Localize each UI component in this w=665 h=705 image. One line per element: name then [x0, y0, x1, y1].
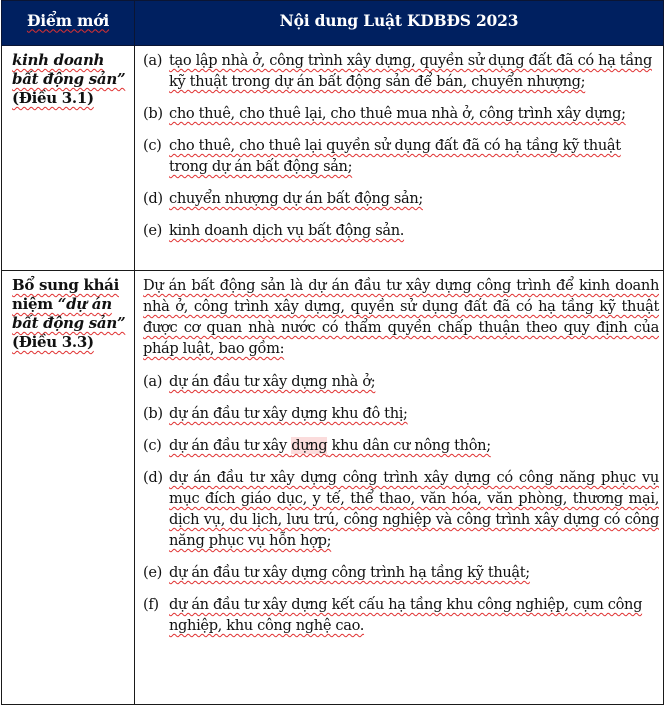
- item-text: dự án đầu tư xây dựng công trình xây dựng có công năng phục vụ mục đích giáo dục, y tế, thể thao, văn hóa, văn phòng, thương mại, dịch vụ, du lịch, lưu trú, công nghiệp và công trình xây dựng có công năng phục vụ hỗn hợp;: [169, 469, 659, 549]
- article-ref: (Điều 3.1): [12, 89, 94, 107]
- item-text: tạo lập nhà ở, công trình xây dựng, quyền sử dụng đất đã có hạ tầng kỹ thuật trong dự án bất động sản để bán, chuyển nhượng;: [169, 52, 652, 90]
- list-item: [143, 467, 659, 551]
- header-row: [2, 1, 664, 46]
- row-1-content: [135, 46, 664, 271]
- item-label: (f): [143, 596, 159, 613]
- term-line-1: kinh doanh: [12, 51, 105, 69]
- item-label: (d): [143, 190, 163, 207]
- row-1-new-point: [2, 46, 135, 271]
- item-label: (b): [143, 105, 163, 122]
- comparison-table: [1, 0, 664, 705]
- item-label: (c): [143, 437, 162, 454]
- list-item: [143, 188, 659, 209]
- row-2-new-point: [2, 271, 135, 705]
- list-item: [143, 103, 659, 124]
- item-label: (c): [143, 137, 162, 154]
- item-label: (a): [143, 373, 163, 390]
- article-ref: (Điều 3.3): [12, 333, 94, 351]
- table-row: [2, 271, 664, 705]
- highlighted-word: dựng: [291, 437, 328, 454]
- header-new-points: Điểm mới: [2, 1, 135, 46]
- item-text: dự án đầu tư xây dựng khu dân cư nông thôn;: [169, 437, 491, 454]
- item-label: (a): [143, 52, 163, 69]
- table-row: [2, 46, 664, 271]
- item-text: cho thuê, cho thuê lại quyền sử dụng đất đã có hạ tầng kỹ thuật trong dự án bất động sản;: [169, 137, 621, 175]
- header-law-content: Nội dung Luật KDBĐS 2023: [135, 1, 664, 46]
- item-label: (d): [143, 469, 163, 486]
- term-line-2: bất động sản”: [12, 70, 126, 88]
- item-label: (e): [143, 564, 162, 581]
- list-item: [143, 403, 659, 424]
- item-text: dự án đầu tư xây dựng khu đô thị;: [169, 405, 408, 422]
- list-item: [143, 371, 659, 392]
- term-prefix: Bổ sung khái niệm: [12, 276, 119, 313]
- item-text: kinh doanh dịch vụ bất động sản.: [169, 222, 405, 239]
- item-text: dự án đầu tư xây dựng nhà ở;: [169, 373, 376, 390]
- list-item: [143, 435, 659, 456]
- item-text: dự án đầu tư xây dựng công trình hạ tầng kỹ thuật;: [169, 564, 530, 581]
- list-item: [143, 50, 659, 92]
- list-item: [143, 594, 659, 636]
- item-text: chuyển nhượng dự án bất động sản;: [169, 190, 423, 207]
- item-text: cho thuê, cho thuê lại, cho thuê mua nhà ở, công trình xây dựng;: [169, 105, 626, 122]
- row-2-content: [135, 271, 664, 705]
- item-label: (e): [143, 222, 162, 239]
- item-text: dự án đầu tư xây dựng kết cấu hạ tầng khu công nghiệp, cụm công nghiệp, khu công nghệ cao.: [169, 596, 643, 634]
- list-item: [143, 220, 659, 241]
- list-item: [143, 135, 659, 177]
- list-item: [143, 562, 659, 583]
- item-label: (b): [143, 405, 163, 422]
- term-name: “dự án bất động sản”: [12, 295, 126, 332]
- definition-intro: Dự án bất động sản là dự án đầu tư xây dựng công trình để kinh doanh nhà ở, công trình xây dựng, quyền sử dụng đất đã có hạ tầng kỹ thuật được cơ quan nhà nước có thẩm quyền chấp thuận theo quy định của pháp luật, bao gồm:: [143, 277, 659, 357]
